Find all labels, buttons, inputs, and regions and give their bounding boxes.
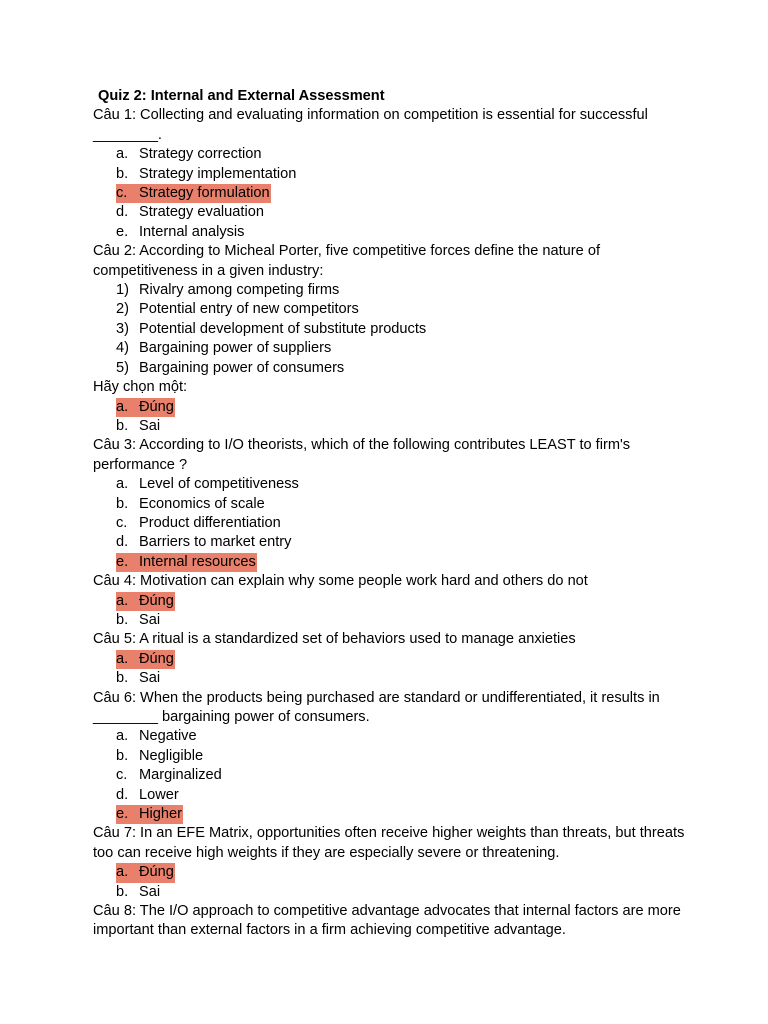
option-text-wrap xyxy=(116,495,266,514)
option-item xyxy=(93,611,693,630)
option-text-wrap xyxy=(116,281,340,300)
option-item xyxy=(93,320,693,339)
option-label: Potential development of substitute products xyxy=(139,320,427,337)
option-text-wrap xyxy=(116,883,161,902)
option-item xyxy=(93,475,693,494)
option-text-wrap xyxy=(116,611,161,630)
question-text: Câu 2: According to Micheal Porter, five competitive forces define the nature of competitiveness in a given industry: xyxy=(93,243,600,279)
question-text: Câu 6: When the products being purchased are standard or undifferentiated, it results in ________ bargaining power of consumers. xyxy=(93,689,660,725)
option-text-wrap xyxy=(116,727,198,746)
option-item xyxy=(93,553,693,572)
correct-answer-highlight xyxy=(116,553,257,572)
option-marker: a. xyxy=(116,728,129,745)
option-item xyxy=(93,650,693,669)
option-marker: e. xyxy=(116,223,129,240)
question-block xyxy=(93,242,693,436)
option-label: Internal analysis xyxy=(139,223,245,240)
option-label: Sai xyxy=(139,670,161,687)
option-label: Rivalry among competing firms xyxy=(139,282,340,299)
option-item xyxy=(93,359,693,378)
option-label: Đúng xyxy=(139,864,174,881)
option-text-wrap xyxy=(116,320,427,339)
option-list xyxy=(93,650,693,689)
question-list xyxy=(93,106,693,940)
option-label: Lower xyxy=(139,786,179,803)
option-list xyxy=(93,592,693,631)
option-text-wrap xyxy=(116,475,300,494)
option-label: Product differentiation xyxy=(139,514,281,531)
quiz-document xyxy=(93,87,693,941)
option-label: Strategy evaluation xyxy=(139,204,264,221)
option-item xyxy=(93,883,693,902)
option-label: Negative xyxy=(139,728,197,745)
option-label: Sai xyxy=(139,417,161,434)
option-marker: b. xyxy=(116,165,129,182)
option-text-wrap xyxy=(116,786,180,805)
option-text-wrap xyxy=(116,203,265,222)
question-text: Câu 8: The I/O approach to competitive advantage advocates that internal factors are more important than external factors in a firm achieving competitive advantage. xyxy=(93,903,681,939)
option-marker: b. xyxy=(116,670,129,687)
option-text-wrap xyxy=(116,533,292,552)
option-label: Economics of scale xyxy=(139,495,265,512)
option-list xyxy=(93,281,693,378)
option-item xyxy=(93,184,693,203)
option-item xyxy=(93,165,693,184)
option-item xyxy=(93,145,693,164)
answer-list xyxy=(93,398,693,437)
question-block xyxy=(93,630,693,688)
option-item xyxy=(93,786,693,805)
option-marker: d. xyxy=(116,786,129,803)
question-block xyxy=(93,106,693,242)
option-text-wrap xyxy=(116,223,245,242)
option-item xyxy=(93,398,693,417)
option-item xyxy=(93,747,693,766)
correct-answer-highlight xyxy=(116,184,271,203)
option-text-wrap xyxy=(116,339,332,358)
quiz-title: Quiz 2: Internal and External Assessment xyxy=(98,88,385,104)
option-list xyxy=(93,863,693,902)
option-item xyxy=(93,766,693,785)
option-marker: b. xyxy=(116,611,129,628)
option-text-wrap xyxy=(116,766,223,785)
choose-one-prompt: Hãy chọn một: xyxy=(93,379,188,396)
option-label: Bargaining power of suppliers xyxy=(139,340,332,357)
option-item xyxy=(93,281,693,300)
option-marker: b. xyxy=(116,417,129,434)
option-label: Strategy implementation xyxy=(139,165,297,182)
option-marker: 1) xyxy=(116,282,129,299)
correct-answer-highlight xyxy=(116,805,183,824)
correct-answer-highlight xyxy=(116,398,175,417)
option-list xyxy=(93,727,693,824)
option-item xyxy=(93,669,693,688)
option-text-wrap xyxy=(116,747,204,766)
option-marker: a. xyxy=(116,476,129,493)
option-label: Barriers to market entry xyxy=(139,534,292,551)
question-block xyxy=(93,689,693,825)
question-block xyxy=(93,436,693,572)
question-text: Câu 3: According to I/O theorists, which of the following contributes LEAST to firm's performance ? xyxy=(93,437,631,473)
option-marker: a. xyxy=(116,592,129,609)
option-item xyxy=(93,727,693,746)
question-text: Câu 7: In an EFE Matrix, opportunities often receive higher weights than threats, but threats too can receive high weights if they are especially severe or threatening. xyxy=(93,825,685,861)
option-item xyxy=(93,863,693,882)
question-block xyxy=(93,824,693,902)
option-label: Bargaining power of consumers xyxy=(139,359,345,376)
question-text: Câu 1: Collecting and evaluating information on competition is essential for successful ________. xyxy=(93,107,648,143)
correct-answer-highlight xyxy=(116,863,175,882)
option-marker: 3) xyxy=(116,320,129,337)
option-item xyxy=(93,339,693,358)
option-text-wrap xyxy=(116,514,282,533)
option-marker: c. xyxy=(116,767,128,784)
option-item xyxy=(93,514,693,533)
option-item xyxy=(93,805,693,824)
option-marker: e. xyxy=(116,806,129,823)
option-list xyxy=(93,475,693,572)
option-label: Potential entry of new competitors xyxy=(139,301,359,318)
option-marker: e. xyxy=(116,553,129,570)
option-label: Strategy formulation xyxy=(139,185,270,202)
option-label: Sai xyxy=(139,883,161,900)
option-label: Đúng xyxy=(139,398,174,415)
option-marker: b. xyxy=(116,883,129,900)
option-marker: c. xyxy=(116,185,128,202)
option-text-wrap xyxy=(116,417,161,436)
option-marker: a. xyxy=(116,650,129,667)
correct-answer-highlight xyxy=(116,592,175,611)
option-item xyxy=(93,533,693,552)
option-label: Strategy correction xyxy=(139,146,262,163)
option-label: Marginalized xyxy=(139,767,222,784)
option-list xyxy=(93,145,693,242)
option-item xyxy=(93,300,693,319)
option-item xyxy=(93,495,693,514)
option-text-wrap xyxy=(116,669,161,688)
option-label: Negligible xyxy=(139,747,204,764)
question-block xyxy=(93,572,693,630)
question-block xyxy=(93,902,693,941)
option-label: Đúng xyxy=(139,592,174,609)
option-text-wrap xyxy=(116,145,262,164)
question-text: Câu 5: A ritual is a standardized set of behaviors used to manage anxieties xyxy=(93,631,576,648)
option-marker: 4) xyxy=(116,340,129,357)
correct-answer-highlight xyxy=(116,650,175,669)
option-label: Đúng xyxy=(139,650,174,667)
option-label: Higher xyxy=(139,806,182,823)
question-text: Câu 4: Motivation can explain why some people work hard and others do not xyxy=(93,573,588,590)
option-marker: 2) xyxy=(116,301,129,318)
option-item xyxy=(93,203,693,222)
option-item xyxy=(93,223,693,242)
option-label: Level of competitiveness xyxy=(139,476,299,493)
option-marker: a. xyxy=(116,398,129,415)
option-marker: d. xyxy=(116,204,129,221)
option-marker: c. xyxy=(116,514,128,531)
option-marker: b. xyxy=(116,495,129,512)
option-marker: a. xyxy=(116,864,129,881)
option-marker: d. xyxy=(116,534,129,551)
option-label: Sai xyxy=(139,611,161,628)
option-marker: b. xyxy=(116,747,129,764)
option-label: Internal resources xyxy=(139,553,256,570)
option-item xyxy=(93,592,693,611)
option-text-wrap xyxy=(116,300,360,319)
option-text-wrap xyxy=(116,165,297,184)
option-item xyxy=(93,417,693,436)
option-marker: a. xyxy=(116,146,129,163)
option-marker: 5) xyxy=(116,359,129,376)
option-text-wrap xyxy=(116,359,345,378)
